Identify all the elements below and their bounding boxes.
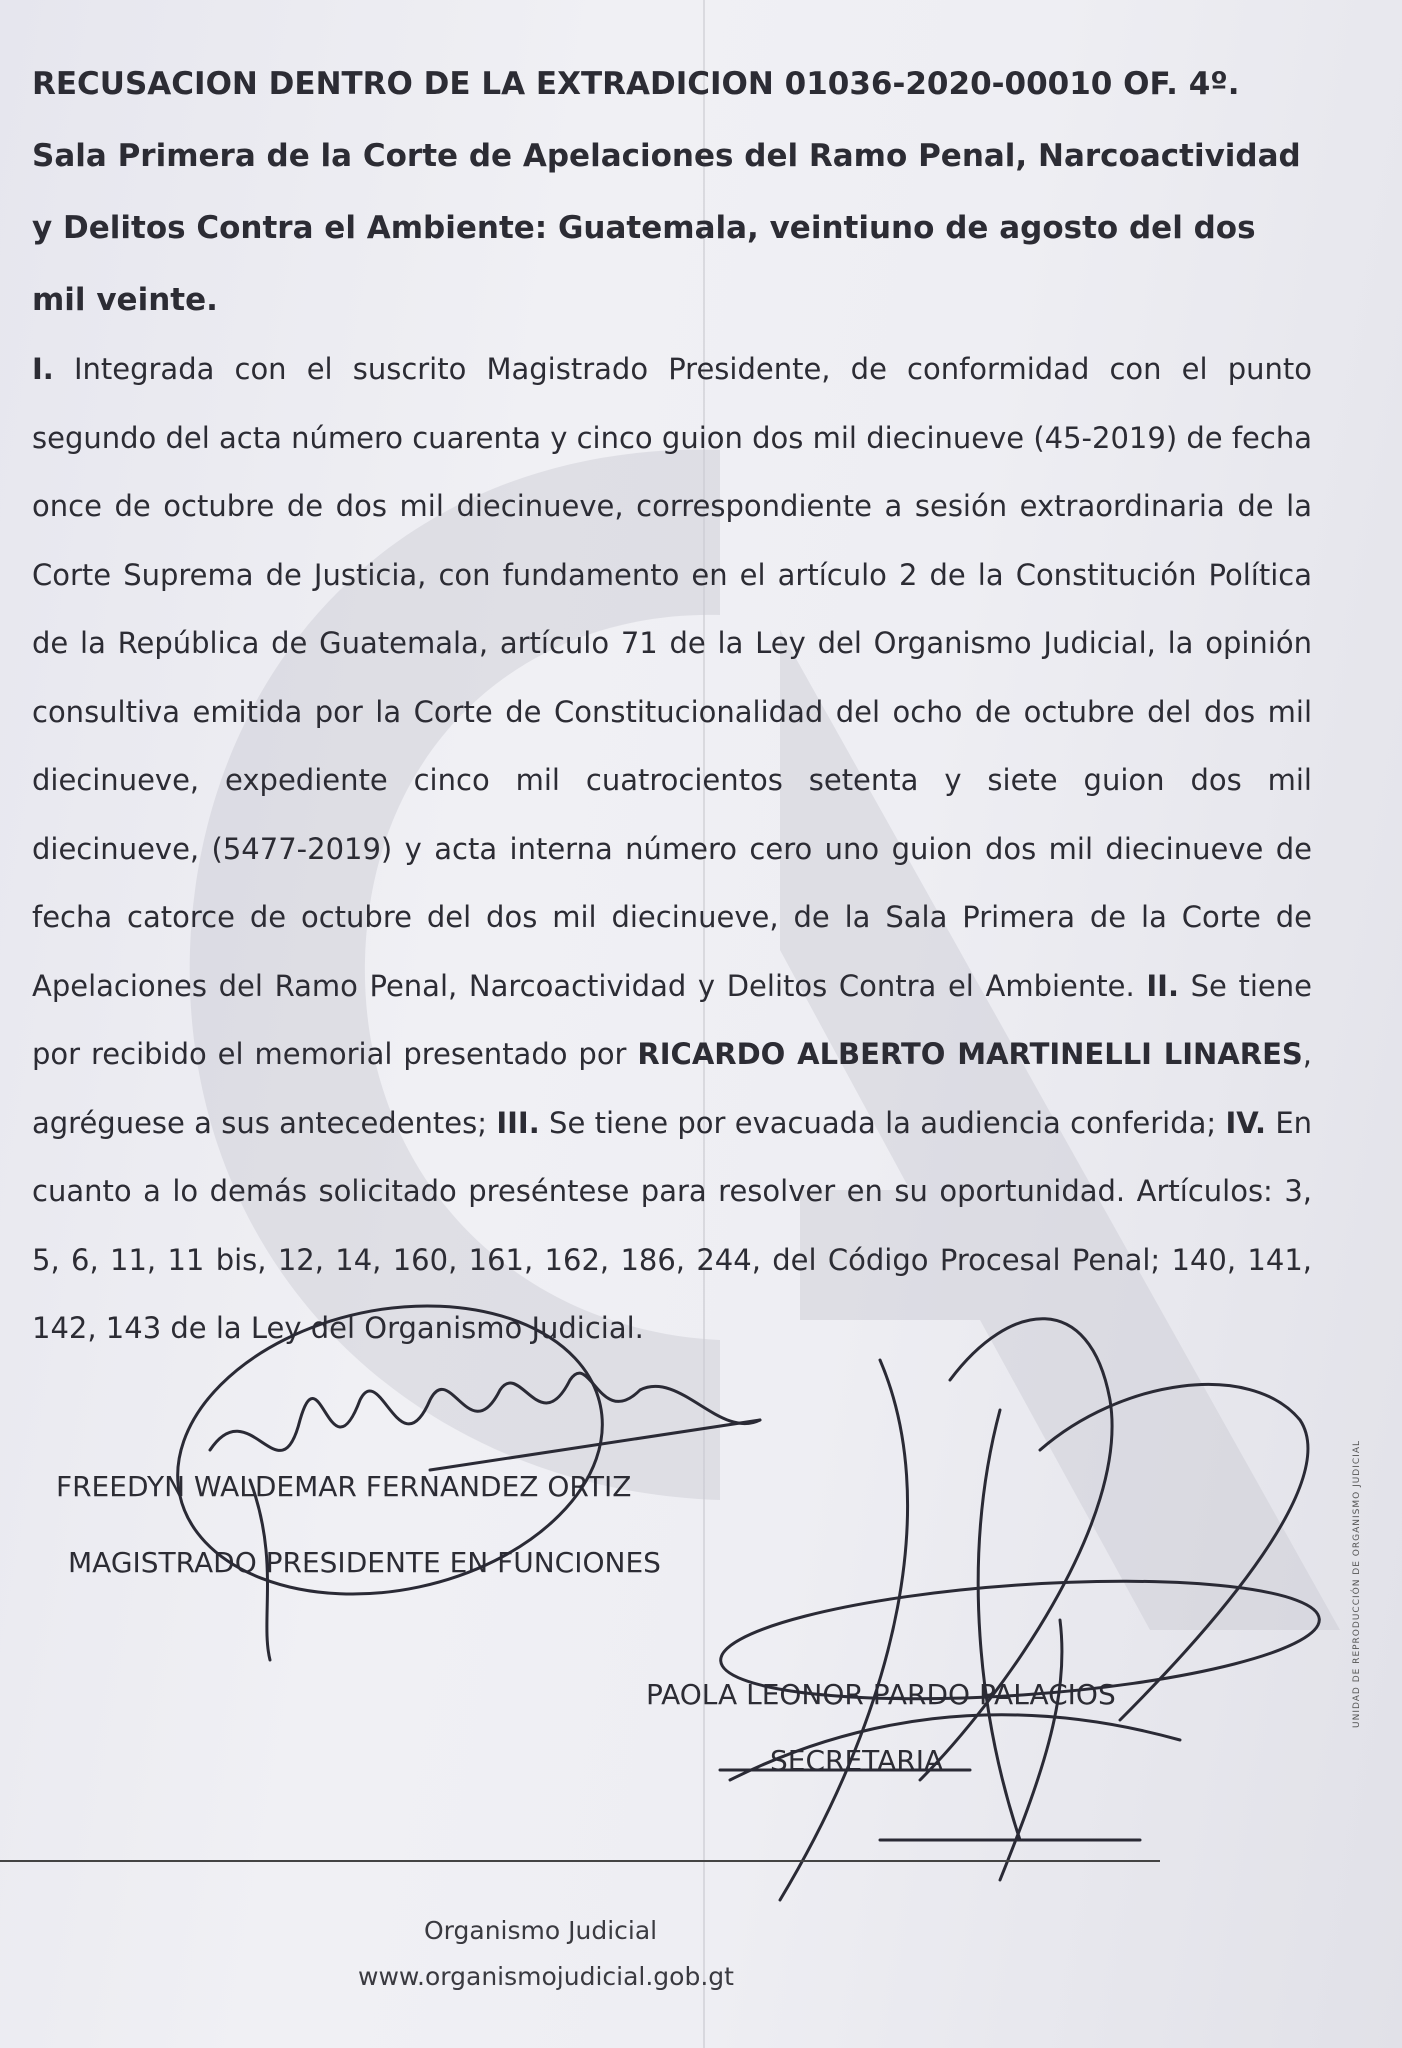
resolution-part-iv: En cuanto a lo demás solicitado preséntese para resolver en su oportunidad. Artículos: 3, 5, 6, 11, 11 bis, 12, 14, 160, 161, 162, 186, 244, del Código Procesal Penal; 140, 141, 142, 143 de la Ley del Organismo Judicial. (32, 1105, 1313, 1345)
resolution-part-ii-a: Se tiene por recibido el memorial presentado por (32, 968, 1313, 1071)
numeral-ii: II. (1146, 968, 1179, 1003)
document-heading (32, 48, 1312, 336)
resolution-part-ii-b: , agréguese a sus antecedentes; (32, 1037, 1313, 1140)
resolution-part-iii: Se tiene por evacuada la audiencia conferida; (539, 1105, 1217, 1140)
numeral-iv: IV. (1225, 1105, 1267, 1140)
heading-case-line: RECUSACION DENTRO DE LA EXTRADICION 01036-2020-00010 OF. 4º. (32, 66, 1240, 102)
right-signatory-name: PAOLA LEONOR PARDO PALACIOS (646, 1678, 1116, 1711)
heading-court-line: Sala Primera de la Corte de Apelaciones del Ramo Penal, Narcoactividad y Delitos Contra el Ambiente: Guatemala, veintiuno de agosto del dos mil veinte. (32, 138, 1301, 318)
left-signatory-name: FREEDYN WALDEMAR FERNANDEZ ORTIZ (56, 1470, 632, 1503)
footer-organization: Organismo Judicial (424, 1916, 658, 1945)
resolution-body (32, 335, 1312, 1363)
numeral-i: I. (32, 352, 54, 386)
person-name: RICARDO ALBERTO MARTINELLI LINARES (637, 1037, 1303, 1071)
left-signatory-title: MAGISTRADO PRESIDENTE EN FUNCIONES (68, 1546, 661, 1579)
right-signatory-title: SECRETARIA (770, 1744, 944, 1777)
footer-website-link[interactable]: www.organismojudicial.gob.gt (358, 1962, 734, 1991)
numeral-iii: III. (496, 1105, 540, 1140)
footer-divider (0, 1860, 1160, 1862)
resolution-part-i: Integrada con el suscrito Magistrado Presidente, de conformidad con el punto segundo del acta número cuarenta y cinco guion dos mil diecinueve (45-2019) de fecha once de octubre de dos mil diecinueve, correspondiente a sesión extraordinaria de la Corte Suprema de Justicia, con fundamento en el artículo 2 de la Constitución Política de la República de Guatemala, artículo 71 de la Ley del Organismo Judicial, la opinión consultiva emitida por la Corte de Constitucionalidad del ocho de octubre del dos mil diecinueve, expediente cinco mil cuatrocientos setenta y siete guion dos mil diecinueve, (5477-2019) y acta interna número cero uno guion dos mil diecinueve de fecha catorce de octubre del dos mil diecinueve, de la Sala Primera de la Corte de Apelaciones del Ramo Penal, Narcoactividad y Delitos Contra el Ambiente. (32, 352, 1312, 1003)
side-stamp-text: UNIDAD DE REPRODUCCIÓN DE ORGANISMO JUDICIAL (1352, 1440, 1362, 1728)
